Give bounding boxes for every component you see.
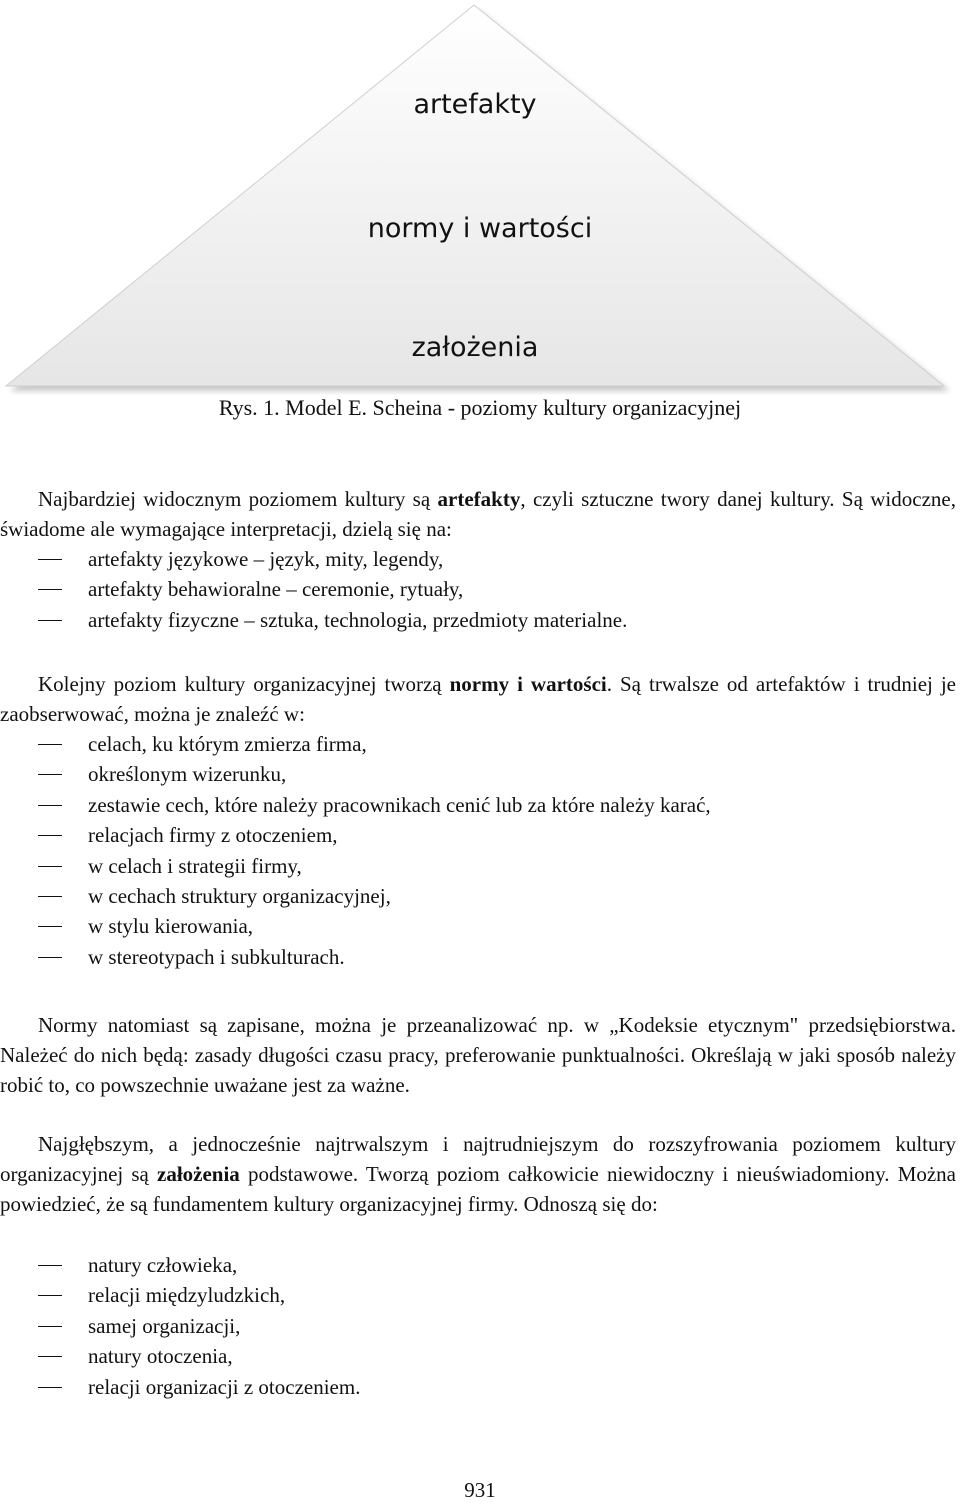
dash-bullet (38, 1265, 62, 1266)
pyramid-level-normy: normy i wartości (367, 213, 593, 244)
list-item (0, 759, 956, 789)
list-item (0, 881, 956, 911)
list-item-text: artefakty behawioralne – ceremonie, rytuały, (88, 577, 464, 602)
list-item (0, 574, 956, 604)
p2-bold-term: normy i wartości (449, 672, 607, 696)
dash-bullet (38, 835, 62, 836)
list-item (0, 790, 956, 820)
list-item-text: artefakty fizyczne – sztuka, technologia, przedmioty materialne. (88, 607, 628, 632)
list-item (0, 605, 956, 635)
dash-bullet (38, 866, 62, 867)
p4-text-b: podstawowe. Tworzą poziom całkowicie niewidoczny i nieuświadomiony. Można powiedzieć, że są fundamentem kultury organizacyjnej firmy. Odnoszą się do: (0, 1162, 957, 1216)
dash-bullet (38, 1326, 62, 1327)
list-item (0, 1311, 956, 1341)
p4-text-a: Najgłębszym, a jednocześnie najtrwalszym i najtrudniejszym do rozszyfrowania poziomem kultury organizacyjnej są (0, 1132, 956, 1186)
dash-bullet (38, 1295, 62, 1296)
dash-bullet (38, 805, 62, 806)
list-artefakty (0, 544, 956, 635)
list-item (0, 1250, 956, 1280)
list-item (0, 1372, 956, 1402)
paragraph-normy-zapisane: Normy natomiast są zapisane, można je przeanalizować np. w „Kodeksie etycznym" przedsiębiorstwa. Należeć do nich będą: zasady długości czasu pracy, preferowanie punktualności. Określają w jaki sposób należy robić to, co powszechnie uważane jest za ważne. (0, 1013, 956, 1097)
list-item (0, 820, 956, 850)
list-item-text: natury otoczenia, (88, 1344, 233, 1369)
list-item-text: w stereotypach i subkulturach. (88, 944, 345, 969)
list-item (0, 1280, 956, 1310)
list-item (0, 942, 956, 972)
dash-bullet (38, 926, 62, 927)
list-item-text: celach, ku którym zmierza firma, (88, 732, 367, 756)
list-item-text: określonym wizerunku, (88, 762, 287, 787)
list-item-text: relacji międzyludzkich, (88, 1283, 286, 1308)
p4-bold-term: założenia (157, 1162, 240, 1186)
list-item-text: natury człowieka, (88, 1253, 238, 1277)
p2-text-b: . Są trwalsze od artefaktów i trudniej je zaobserwować, można je znaleźć w: (0, 672, 956, 726)
dash-bullet (38, 774, 62, 775)
dash-bullet (38, 589, 62, 590)
list-item (0, 544, 956, 574)
list-normy (0, 729, 956, 972)
page-number: 931 (464, 1478, 496, 1502)
dash-bullet (38, 744, 62, 745)
list-zalozenia (0, 1250, 956, 1402)
dash-bullet (38, 620, 62, 621)
dash-bullet (38, 1387, 62, 1388)
list-item-text: artefakty językowe – język, mity, legendy, (88, 547, 444, 571)
list-item-text: relacji organizacji z otoczeniem. (88, 1374, 361, 1399)
list-item-text: zestawie cech, które należy pracownikach cenić lub za które należy karać, (88, 792, 711, 817)
dash-bullet (38, 559, 62, 560)
list-item-text: w stylu kierowania, (88, 914, 254, 939)
figure-caption: Rys. 1. Model E. Scheina - poziomy kultury organizacyjnej (218, 395, 742, 420)
list-item (0, 911, 956, 941)
p1-text-b: , czyli sztuczne twory danej kultury. Są widoczne, świadome ale wymagające interpretacji, dzielą się na: (0, 487, 956, 541)
p1-text-a: Najbardziej widocznym poziomem kultury są (38, 487, 438, 511)
pyramid-diagram (0, 0, 960, 395)
p2-text-a: Kolejny poziom kultury organizacyjnej tworzą (38, 672, 450, 696)
pyramid-level-artefakty: artefakty (413, 89, 537, 120)
paragraph-artefakty (0, 484, 956, 544)
list-item-text: samej organizacji, (88, 1313, 241, 1338)
dash-bullet (38, 957, 62, 958)
list-item-text: relacjach firmy z otoczeniem, (88, 823, 338, 848)
paragraph-zalozenia (0, 1129, 956, 1219)
pyramid-level-zalozenia: założenia (411, 332, 539, 363)
dash-bullet (38, 1356, 62, 1357)
p1-bold-term: artefakty (437, 487, 521, 511)
dash-bullet (38, 896, 62, 897)
list-item (0, 1341, 956, 1371)
list-item (0, 851, 956, 881)
pyramid-shape (6, 5, 944, 386)
list-item-text: w celach i strategii firmy, (88, 853, 302, 878)
list-item-text: w cechach struktury organizacyjnej, (88, 884, 391, 909)
paragraph-normy (0, 669, 956, 729)
list-item (0, 729, 956, 759)
